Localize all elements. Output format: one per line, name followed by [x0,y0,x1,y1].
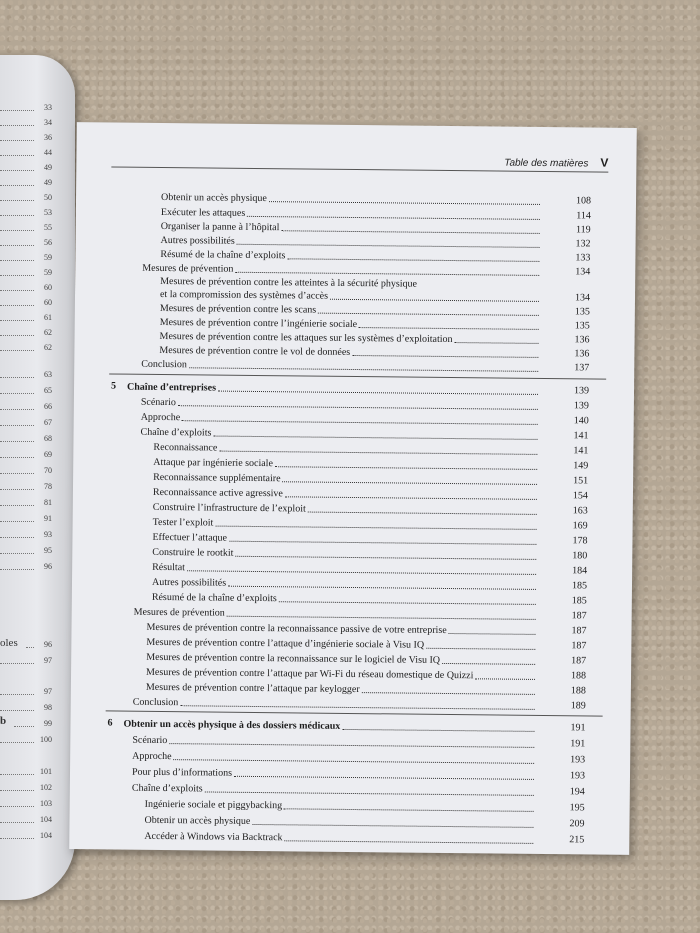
toc-page-number: 193 [569,770,586,782]
toc-page-number: 132 [575,238,591,250]
toc-page-number: 133 [575,252,591,264]
toc-page-number: 180 [572,550,588,562]
toc-page-number: 151 [573,475,589,487]
toc-entry: Chaîne d’exploits [132,782,534,798]
toc-page-number: 215 [569,834,585,846]
toc-entry: et la compromission des systèmes d’accès [160,288,539,304]
left-toc-row: 62 [0,328,52,340]
toc-page-number: 134 [575,266,591,278]
left-toc-row: 98 [0,703,52,715]
toc-page-number: 191 [570,738,586,750]
toc-page-number: 185 [571,595,587,607]
toc-page-number: 184 [572,565,588,577]
left-toc-row: 69 [0,450,52,462]
toc-page-number: 139 [573,400,589,412]
chapter-number: 5 [111,380,117,392]
chapter-rule [109,373,606,379]
toc-entry: Mesures de prévention contre la reconnaissance sur le logiciel de Visu IQ [146,651,535,667]
toc-page-number: 187 [571,610,587,622]
toc-entry: Organiser la panne à l’hôpital [161,220,540,236]
left-toc-row: 36 [0,133,52,145]
toc-entry: Pour plus d’informations [132,766,534,782]
left-toc-row: 70 [0,466,52,478]
left-toc-row: 104 [0,831,52,843]
toc-entry: Reconnaissance active agressive [153,486,537,502]
left-toc-row: 34 [0,118,52,130]
toc-page-number: 209 [569,818,585,830]
left-toc-row: 56 [0,238,52,250]
left-toc-row: 99 [0,719,52,731]
toc-page-number: 114 [576,210,591,222]
left-toc-row: 59 [0,268,52,280]
toc-entry: Résumé de la chaîne d’exploits [152,591,536,607]
left-toc-row: 100 [0,735,52,747]
toc-entry: Mesures de prévention contre l’ingénierie sociale [160,316,539,332]
toc-entry: Scénario [132,734,534,750]
toc-entry: Reconnaissance [153,441,537,457]
toc-entry: Mesures de prévention contre l’attaque par keylogger [146,681,535,697]
toc-entry: Autres possibilités [161,234,540,250]
toc-entry: Approche [132,750,534,766]
toc-page-number: 119 [576,224,591,236]
toc-page-number: 194 [569,786,585,798]
left-toc-row: 33 [0,103,52,115]
toc-entry: Conclusion [141,358,538,374]
left-page [0,55,75,900]
toc-page-number: 134 [574,292,591,304]
toc-entry: Approche [141,411,538,427]
left-toc-row: 78 [0,482,52,494]
toc-entry: Mesures de prévention contre l’attaque par Wi-Fi du réseau domestique de Quizzi [146,666,535,682]
toc-page-number: 149 [573,460,589,472]
running-header-title: Table des matières [504,157,589,170]
left-toc-row: 67 [0,418,52,430]
left-toc-row: 60 [0,283,52,295]
toc-entry: Autres possibilités [152,576,536,592]
toc-entry: Scénario [141,396,538,412]
toc-entry: Mesures de prévention contre les scans [160,302,539,318]
toc-entry: Mesures de prévention contre l’attaque d’ingénierie sociale à Visu IQ [146,636,535,652]
left-toc-row: 96 [0,640,52,652]
left-toc-row: 50 [0,193,52,205]
toc-page-number: 191 [570,722,586,734]
left-toc-row: 97 [0,656,52,668]
left-toc-row: 104 [0,815,52,827]
toc-entry: Mesures de prévention contre le vol de données [159,344,538,360]
left-toc-row: 97 [0,687,52,699]
toc-entry: Conclusion [133,696,535,712]
left-toc-row: 95 [0,546,52,558]
left-toc-row: 59 [0,253,52,265]
toc-entry: Exécuter les attaques [161,206,540,222]
toc-entry: Tester l’exploit [153,516,537,532]
toc-page-number: 178 [572,535,588,547]
toc-page-number: 136 [574,334,590,346]
toc-entry: Résultat [152,561,536,577]
left-toc-row: 96 [0,562,52,574]
left-toc-row: 63 [0,370,52,382]
toc-entry: Reconnaissance supplémentaire [153,471,537,487]
toc-chapter-entry: Chaîne d’entreprises [127,381,538,397]
toc-entry: Attaque par ingénierie sociale [153,456,537,472]
left-toc-row: 93 [0,530,52,542]
toc-page-number: 136 [574,348,590,360]
toc-page-number: 141 [573,430,589,442]
toc-entry: Accéder à Windows via Backtrack [144,830,533,846]
left-toc-row: 55 [0,223,52,235]
toc-page-number: 154 [572,490,588,502]
toc-chapter-entry: Obtenir un accès physique à des dossiers médicaux [123,718,534,734]
left-page-fragment: b [0,715,7,727]
toc-entry: Mesures de prévention [142,262,539,278]
toc-page-number: 187 [571,640,587,652]
toc-entry: Ingénierie sociale et piggybacking [145,798,534,814]
toc-page-number: 169 [572,520,588,532]
left-toc-row: 101 [0,767,52,779]
toc-entry: Chaîne d’exploits [141,426,538,442]
toc-page-number: 188 [570,685,586,697]
running-header-page-number: V [600,155,609,170]
toc-entry: Construire le rootkit [152,546,536,562]
toc-page-number: 108 [575,195,592,207]
toc-page-number: 135 [574,306,590,318]
toc-entry: Mesures de prévention [134,606,536,622]
left-toc-row: 60 [0,298,52,310]
toc-page-number: 189 [570,700,586,712]
left-toc-row: 53 [0,208,52,220]
toc-page-number: 141 [573,445,589,457]
running-header [504,155,608,170]
left-page-fragment: oles [0,637,18,649]
toc-entry: Mesures de prévention contre les attaques sur les systèmes d’exploitation [160,330,539,346]
toc-entry: Effectuer l’attaque [152,531,536,547]
toc-page-number: 163 [572,505,588,517]
toc-page-number: 193 [570,754,586,766]
left-toc-row: 62 [0,343,52,355]
left-toc-row: 49 [0,178,52,190]
left-toc-row: 91 [0,514,52,526]
toc-page [69,122,637,855]
toc-page-number: 188 [570,670,587,682]
left-toc-row: 65 [0,386,52,398]
left-toc-row: 49 [0,163,52,175]
toc-page-number: 187 [571,655,587,667]
left-toc-row: 66 [0,402,52,414]
toc-entry: Résumé de la chaîne d’exploits [160,248,539,264]
toc-page-number: 137 [574,362,590,374]
chapter-number: 6 [107,717,113,729]
left-toc-row: 44 [0,148,52,160]
toc-entry: Obtenir un accès physique [144,814,533,830]
toc-entry-first-line: Mesures de prévention contre les atteintes à la sécurité physique [160,275,418,290]
toc-page-number: 185 [571,580,588,592]
toc-page-number: 139 [573,385,590,397]
left-toc-row: 103 [0,799,52,811]
left-toc-row: 81 [0,498,52,510]
left-toc-row: 61 [0,313,52,325]
toc-page-number: 135 [574,320,590,332]
toc-entry: Obtenir un accès physique [161,191,540,207]
toc-entry: Construire l’infrastructure de l’exploit [153,501,537,517]
toc-entry: Mesures de prévention contre la reconnaissance passive de votre entreprise [146,621,535,637]
left-toc-row: 102 [0,783,52,795]
toc-page-number: 195 [569,802,585,814]
left-toc-row: 68 [0,434,52,446]
toc-page-number: 187 [571,625,587,637]
toc-page-number: 140 [573,415,589,427]
